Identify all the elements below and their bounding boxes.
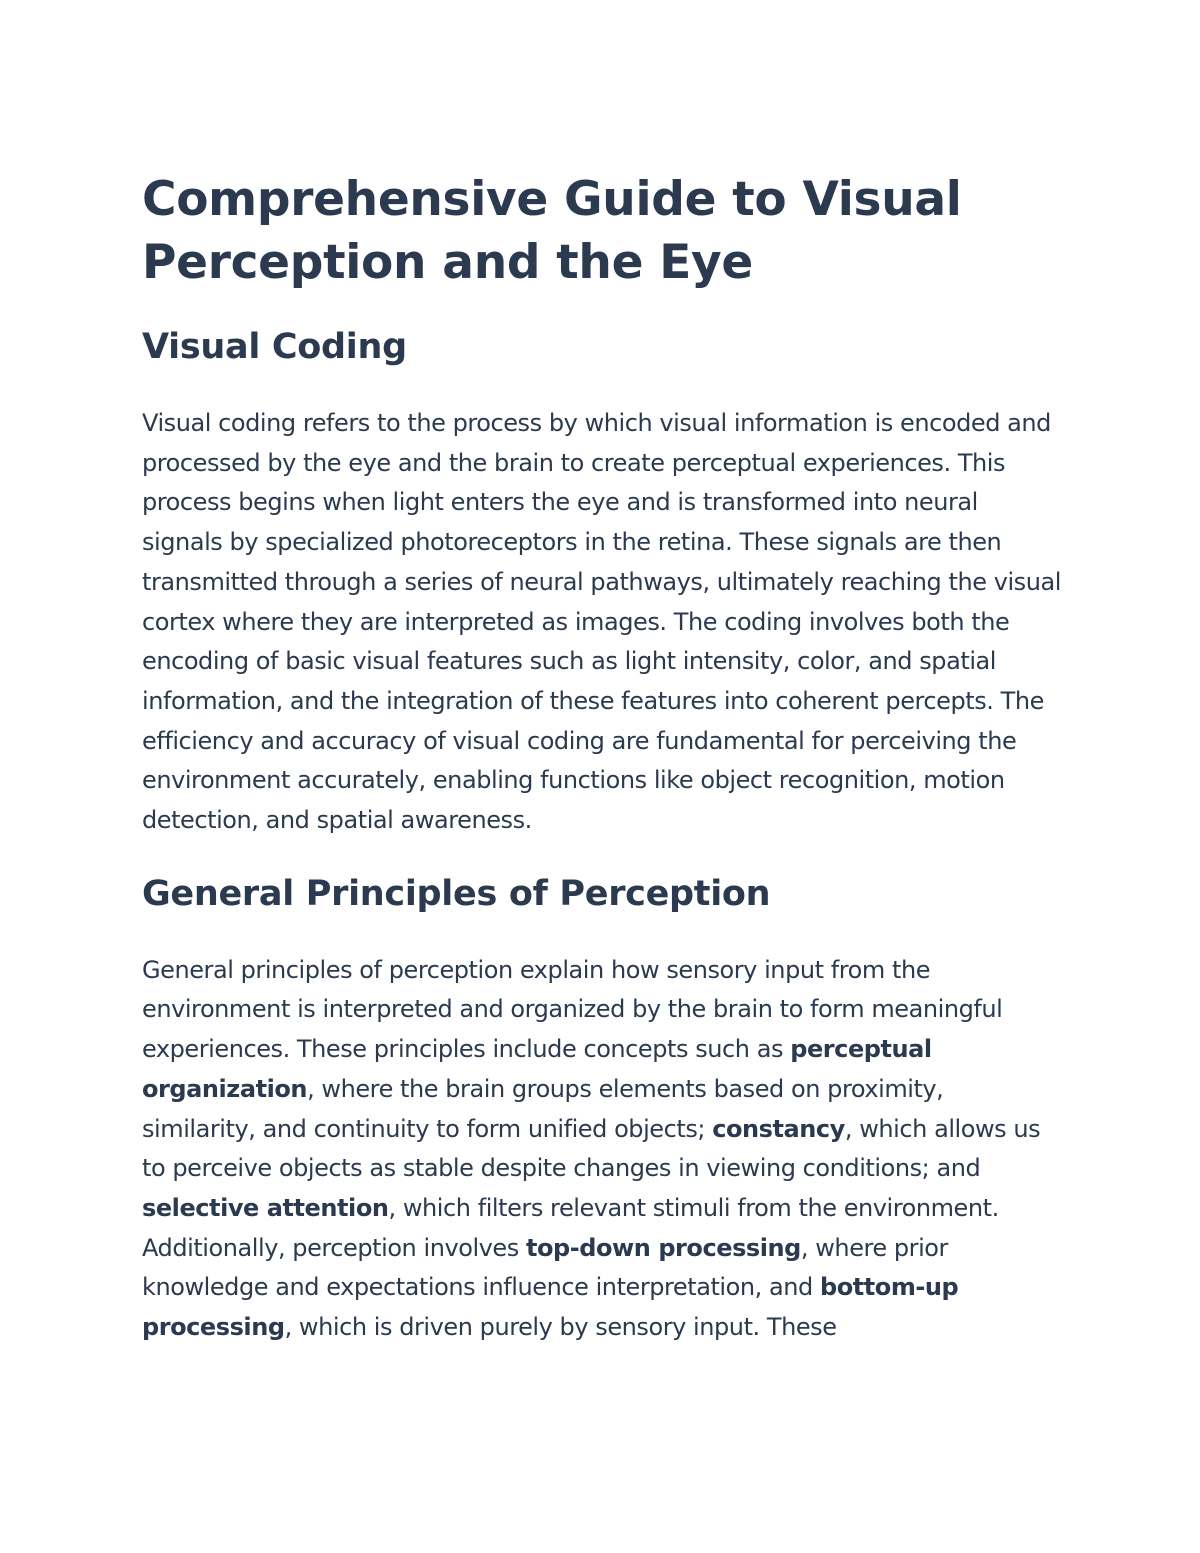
text-run: General principles of perception explain how sensory input from the environment is interpreted and organized by the brain to form meaningful experiences. These principles include concepts such as	[142, 955, 1003, 1064]
document-page	[142, 168, 1062, 1348]
bold-term-top-down-processing: top-down processing	[525, 1233, 801, 1262]
bold-term-bottom-up-processing: bottom-up processing	[142, 1273, 959, 1342]
text-run: , where the brain groups elements based on proximity, similarity, and continuity to form unified objects;	[142, 1074, 944, 1143]
bold-term-perceptual-organization: perceptual organization	[142, 1035, 932, 1103]
text-run: , which filters relevant stimuli from the environment. Additionally, perception involves	[142, 1193, 999, 1262]
section-paragraph-visual-coding: Visual coding refers to the process by which visual information is encoded and processed by the eye and the brain to create perceptual experiences. This process begins when light enters the eye and is transformed into neural signals by specialized photoreceptors in the retina. These signals are then transmitted through a series of neural pathways, ultimately reaching the visual cortex where they are interpreted as images. The coding involves both the encoding of basic visual features such as light intensity, color, and spatial information, and the integration of these features into coherent percepts. The efficiency and accuracy of visual coding are fundamental for perceiving the environment accurately, enabling functions like object recognition, motion detection, and spatial awareness.	[142, 409, 1061, 835]
bold-term-constancy: constancy	[712, 1114, 845, 1143]
section-heading-visual-coding: Visual Coding	[142, 327, 407, 367]
text-run: , which is driven purely by sensory input. These	[284, 1313, 837, 1342]
text-run: , where prior knowledge and expectations influence interpretation, and	[142, 1233, 948, 1302]
section-paragraph-general-principles	[142, 951, 1062, 1348]
section-heading-general-principles: General Principles of Perception	[142, 873, 771, 914]
document-title: Comprehensive Guide to Visual Perception and the Eye	[142, 172, 962, 290]
bold-term-selective-attention: selective attention	[142, 1193, 389, 1222]
text-run: , which allows us to perceive objects as stable despite changes in viewing conditions; and	[142, 1114, 1041, 1183]
